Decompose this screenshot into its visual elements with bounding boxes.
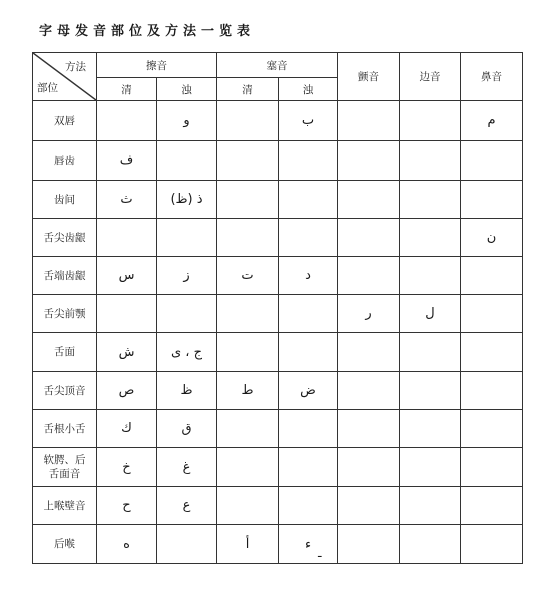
table-row	[33, 372, 523, 410]
trill-header: 颤音	[338, 53, 400, 101]
letter-glyph: ع	[182, 498, 191, 513]
cell-trill	[338, 525, 400, 564]
cell-nasal	[461, 219, 523, 257]
fricative-voiceless-header: 清	[97, 78, 157, 101]
cell-fric-v	[157, 219, 217, 257]
cell-lateral	[400, 333, 461, 372]
cell-trill	[338, 181, 400, 219]
row-label: 舌尖顶音	[33, 372, 97, 410]
cell-stop-v	[279, 257, 338, 295]
cell-stop-vl	[217, 295, 279, 333]
row-label: 双唇	[33, 101, 97, 141]
cell-lateral	[400, 448, 461, 487]
cell-stop-v	[279, 525, 338, 564]
lateral-header: 边音	[400, 53, 461, 101]
cell-stop-vl	[217, 372, 279, 410]
cell-nasal	[461, 141, 523, 181]
letter-glyph: ذ (ظ)	[170, 192, 203, 207]
corner-header-cell	[33, 53, 97, 101]
table-row	[33, 410, 523, 448]
cell-fric-vl	[97, 219, 157, 257]
cell-fric-v	[157, 257, 217, 295]
table-row	[33, 333, 523, 372]
letter-glyph: د	[305, 268, 311, 283]
row-label: 舌尖齿龈	[33, 219, 97, 257]
cell-stop-vl	[217, 487, 279, 525]
stop-header: 塞音	[217, 53, 338, 78]
table-row	[33, 101, 523, 141]
cell-fric-v	[157, 525, 217, 564]
row-label: 舌端齿龈	[33, 257, 97, 295]
cell-fric-vl	[97, 181, 157, 219]
cell-stop-vl	[217, 333, 279, 372]
cell-nasal	[461, 181, 523, 219]
letter-glyph: ت	[241, 268, 254, 283]
cell-fric-vl	[97, 410, 157, 448]
row-label: 舌尖前颚	[33, 295, 97, 333]
cell-stop-v	[279, 295, 338, 333]
row-label: 后喉	[33, 525, 97, 564]
cell-stop-vl	[217, 257, 279, 295]
row-label: 齿间	[33, 181, 97, 219]
cell-stop-vl	[217, 448, 279, 487]
letter-glyph: ق	[181, 421, 192, 436]
cell-lateral	[400, 410, 461, 448]
letter-glyph: ط	[241, 383, 254, 398]
letter-glyph: ر	[365, 306, 372, 321]
letter-glyph: ز	[183, 268, 190, 283]
cell-trill	[338, 257, 400, 295]
stray-mark: ـ	[318, 546, 322, 560]
cell-stop-v	[279, 372, 338, 410]
cell-nasal	[461, 410, 523, 448]
cell-nasal	[461, 487, 523, 525]
cell-trill	[338, 101, 400, 141]
fricative-header: 擦音	[97, 53, 217, 78]
letter-glyph: ج ، ى	[170, 344, 203, 360]
letter-glyph: خ	[122, 459, 131, 475]
table-row	[33, 219, 523, 257]
row-label: 舌根小舌	[33, 410, 97, 448]
letter-glyph: غ	[182, 459, 191, 475]
cell-stop-v	[279, 141, 338, 181]
cell-nasal	[461, 257, 523, 295]
table-row	[33, 487, 523, 525]
articulation-table	[32, 52, 523, 564]
cell-lateral	[400, 487, 461, 525]
letter-glyph: أ	[245, 536, 250, 552]
row-label: 舌面	[33, 333, 97, 372]
cell-fric-vl	[97, 372, 157, 410]
table-row	[33, 448, 523, 487]
table-row	[33, 141, 523, 181]
cell-stop-v	[279, 448, 338, 487]
cell-trill	[338, 333, 400, 372]
cell-nasal	[461, 333, 523, 372]
letter-glyph: ح	[122, 498, 131, 513]
cell-fric-v	[157, 181, 217, 219]
cell-trill	[338, 448, 400, 487]
cell-fric-vl	[97, 448, 157, 487]
row-label: 上喉壁音	[33, 487, 97, 525]
cell-trill	[338, 487, 400, 525]
cell-stop-vl	[217, 410, 279, 448]
row-label: 软腭、后 舌面音	[33, 448, 97, 487]
cell-fric-v	[157, 141, 217, 181]
cell-fric-v	[157, 295, 217, 333]
cell-nasal	[461, 101, 523, 141]
letter-glyph: ظ	[180, 383, 193, 398]
cell-stop-v	[279, 101, 338, 141]
letter-glyph: م	[487, 113, 496, 128]
cell-trill	[338, 372, 400, 410]
cell-fric-vl	[97, 525, 157, 564]
cell-trill	[338, 141, 400, 181]
cell-nasal	[461, 372, 523, 410]
cell-trill	[338, 295, 400, 333]
cell-fric-v	[157, 410, 217, 448]
cell-lateral	[400, 141, 461, 181]
cell-stop-v	[279, 181, 338, 219]
table-row	[33, 181, 523, 219]
cell-fric-v	[157, 372, 217, 410]
cell-fric-v	[157, 487, 217, 525]
letter-glyph: ص	[118, 383, 135, 398]
letter-glyph: س	[118, 268, 135, 283]
cell-stop-v	[279, 487, 338, 525]
cell-stop-v	[279, 333, 338, 372]
row-label: 唇齿	[33, 141, 97, 181]
letter-glyph: ض	[300, 383, 316, 398]
cell-fric-v	[157, 101, 217, 141]
cell-stop-vl	[217, 181, 279, 219]
position-header-label: 部位	[37, 82, 58, 94]
letter-glyph: ب	[301, 113, 315, 128]
cell-stop-vl	[217, 525, 279, 564]
letter-glyph: ف	[119, 153, 134, 168]
method-header-label: 方法	[65, 61, 86, 73]
cell-fric-vl	[97, 257, 157, 295]
cell-trill	[338, 410, 400, 448]
cell-lateral	[400, 219, 461, 257]
table-title: 字母发音部位及方法一览表	[39, 24, 256, 39]
letter-glyph: ن	[486, 230, 497, 245]
cell-fric-vl	[97, 141, 157, 181]
letter-glyph: ل	[425, 306, 435, 321]
stop-voiceless-header: 清	[217, 78, 279, 101]
letter-glyph: ء	[304, 536, 312, 552]
letter-glyph: ش	[118, 344, 135, 360]
cell-stop-vl	[217, 141, 279, 181]
cell-lateral	[400, 257, 461, 295]
cell-lateral	[400, 295, 461, 333]
cell-stop-v	[279, 410, 338, 448]
cell-stop-vl	[217, 101, 279, 141]
fricative-voiced-header: 浊	[157, 78, 217, 101]
letter-glyph: ك	[121, 421, 132, 436]
cell-stop-vl	[217, 219, 279, 257]
letter-glyph: و	[183, 113, 190, 128]
table-row	[33, 295, 523, 333]
table-row	[33, 257, 523, 295]
nasal-header: 鼻音	[461, 53, 523, 101]
cell-lateral	[400, 181, 461, 219]
cell-fric-vl	[97, 101, 157, 141]
cell-fric-vl	[97, 333, 157, 372]
cell-nasal	[461, 448, 523, 487]
cell-stop-v	[279, 219, 338, 257]
cell-lateral	[400, 372, 461, 410]
cell-trill	[338, 219, 400, 257]
cell-fric-v	[157, 333, 217, 372]
cell-fric-vl	[97, 295, 157, 333]
cell-fric-vl	[97, 487, 157, 525]
cell-lateral	[400, 525, 461, 564]
cell-lateral	[400, 101, 461, 141]
cell-nasal	[461, 295, 523, 333]
table-row	[33, 525, 523, 564]
letter-glyph: ه	[123, 536, 130, 552]
stop-voiced-header: 浊	[279, 78, 338, 101]
cell-nasal	[461, 525, 523, 564]
cell-fric-v	[157, 448, 217, 487]
letter-glyph: ث	[120, 192, 133, 207]
